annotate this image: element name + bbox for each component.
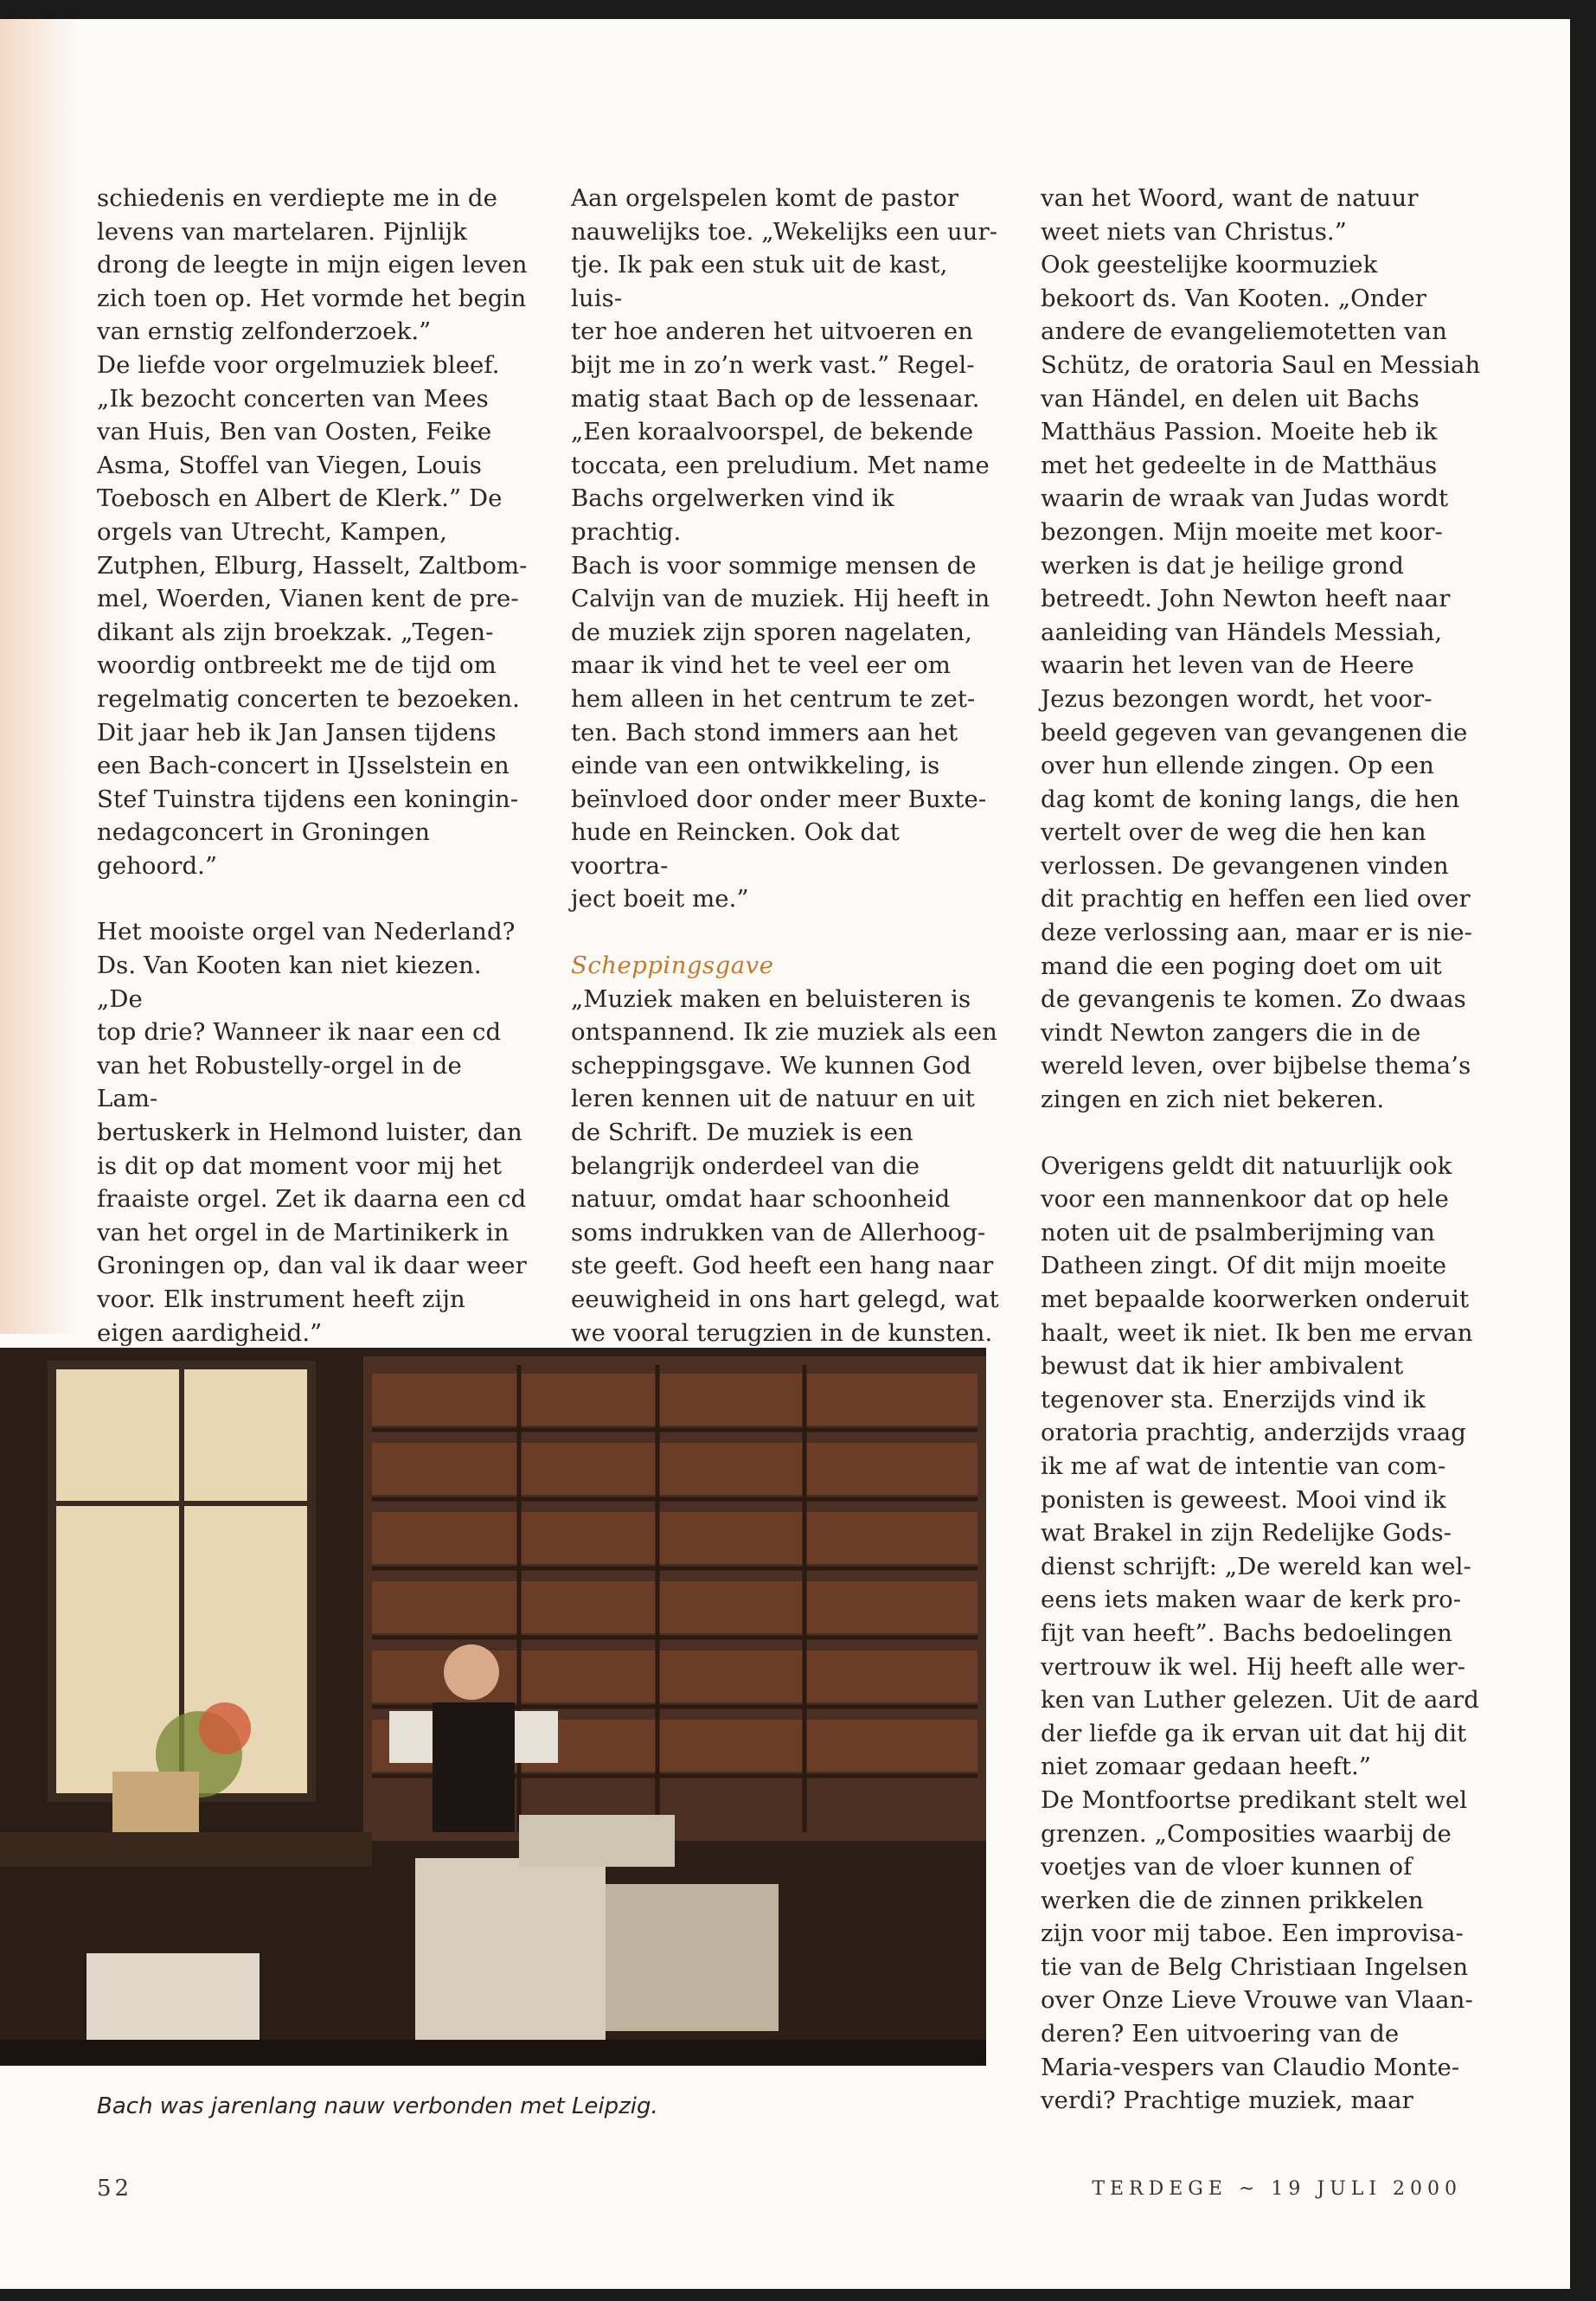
photo-illustration bbox=[0, 1348, 986, 2066]
section-subheading: Scheppingsgave bbox=[571, 952, 774, 980]
text-column-1 bbox=[97, 182, 529, 1349]
photo-caption: Bach was jarenlang nauw verbonden met Leipzig. bbox=[97, 2093, 658, 2119]
paragraph: De Montfoortse predikant stelt wel grenzen. „Composities waarbij de voetjes van de vloer kunnen of werken die de zinnen prikkelen zijn voor mij taboe. Een improvisa- tie van de Belg Christiaan Ingelsen over Onze Lieve Vrouwe van Vlaan- deren? Een uitvoering van de Maria-vespers van Claudio Monte- verdi? Prachtige muziek, maar bbox=[1041, 1785, 1473, 2115]
page-edge-shading bbox=[0, 19, 78, 1334]
right-border bbox=[1570, 0, 1596, 2301]
paragraph: van het Woord, want de natuur weet niets van Christus.” bbox=[1041, 184, 1419, 246]
paragraph: schiedenis en verdiepte me in de levens van martelaren. Pijnlijk drong de leegte in mijn eigen leven zich toen op. Het vormde het begin van ernstig zelfonderzoek.” bbox=[97, 184, 528, 346]
paragraph: Aan orgelspelen komt de pastor nauwelijks toe. „Wekelijks een uur- tje. Ik pak een stuk uit de kast, luis- ter hoe anderen het uitvoeren en bijt me in zo’n werk vast.” Regel- matig staat Bach op de lessenaar. „Een koraalvoorspel, de bekende toccata, een preludium. Met name Bachs orgelwerken vind ik prachtig. Bach is voor sommige mensen de Calvijn van de muziek. Hij heeft in de muziek zijn sporen nagelaten, maar ik vind het te veel eer om hem alleen in het centrum te zet- ten. Bach stond immers aan het einde van een ontwikkeling, is beïnvloed door onder meer Buxte- hude en Reincken. Ook dat voortra- ject boeit me.” bbox=[571, 184, 998, 913]
bottom-border bbox=[0, 2289, 1596, 2301]
paragraph: „Muziek maken en beluisteren is ontspannend. Ik zie muziek als een scheppingsgave. We kunnen God leren kennen uit de natuur en uit de Schrift. De muziek is een belangrijk onderdeel van die natuur, omdat haar schoonheid soms indrukken van de Allerhoog- ste geeft. God heeft een hang naar eeuwigheid in ons hart gelegd, wat we vooral terugzien in de kunsten. bbox=[571, 984, 999, 1347]
paragraph: Het mooiste orgel van Nederland? Ds. Van Kooten kan niet kiezen. „De top drie? Wanneer ik naar een cd van het Robustelly-orgel in de Lam- bertuskerk in Helmond luister, dan is dit op dat moment voor mij het fraaiste orgel. Zet ik daarna een cd van het orgel in de Martinikerk in Groningen op, dan val ik daar weer voor. Elk instrument heeft zijn eigen aardigheid.” bbox=[97, 918, 527, 1347]
running-footer: TERDEGE ~ 19 JULI 2000 bbox=[1092, 2178, 1462, 2200]
paragraph: De liefde voor orgelmuziek bleef. „Ik bezocht concerten van Mees van Huis, Ben van Oosten, Feike Asma, Stoffel van Viegen, Louis Toebosch en Albert de Klerk.” De orgels van Utrecht, Kampen, Zutphen, Elburg, Hasselt, Zaltbom- mel, Woerden, Vianen kent de pre- dikant als zijn broekzak. „Tegen- woordig ontbreekt me de tijd om regelmatig concerten te bezoeken. Dit jaar heb ik Jan Jansen tijdens een Bach-concert in IJsselstein en Stef Tuinstra tijdens een koningin- nedagconcert in Groningen gehoord.” bbox=[97, 350, 528, 880]
paragraph: Ook geestelijke koormuziek bekoort ds. Van Kooten. „Onder andere de evangeliemotetten van Schütz, de oratoria Saul en Messiah van Händel, en delen uit Bachs Matthäus Passion. Moeite heb ik met het gedeelte in de Matthäus waarin de wraak van Judas wordt bezongen. Mijn moeite met koor- werken is dat je heilige grond betreedt. John Newton heeft naar aanleiding van Händels Messiah, waarin het leven van de Heere Jezus bezongen wordt, het voor- beeld gegeven van gevangenen die over hun ellende zingen. Op een dag komt de koning langs, die hen vertelt over de weg die hen kan verlossen. De gevangenen vinden dit prachtig en heffen een lied over deze verlossing aan, maar er is nie- mand die een poging doet om uit de gevangenis te komen. Zo dwaas vindt Newton zangers die in de wereld leven, over bijbelse thema’s zingen en zich niet bekeren. bbox=[1041, 251, 1481, 1114]
paragraph: Overigens geldt dit natuurlijk ook voor een mannenkoor dat op hele noten uit de psalmberijming van Datheen zingt. Of dit mijn moeite met bepaalde koorwerken onderuit haalt, weet ik niet. Ik ben me ervan bewust dat ik hier ambivalent tegenover sta. Enerzijds vind ik oratoria prachtig, anderzijds vraag ik me af wat de intentie van com- ponisten is geweest. Mooi vind ik wat Brakel in zijn Redelijke Gods- dienst schrijft: „De wereld kan wel- eens iets maken waar de kerk pro- fijt van heeft”. Bachs bedoelingen vertrouw ik wel. Hij heeft alle wer- ken van Luther gelezen. Uit de aard der liefde ga ik ervan uit dat hij dit niet zomaar gedaan heeft.” bbox=[1041, 1151, 1479, 1781]
text-column-2 bbox=[571, 182, 1003, 1383]
text-column-3 bbox=[1041, 182, 1490, 2118]
study-photo bbox=[0, 1348, 986, 2066]
page-number: 52 bbox=[97, 2176, 133, 2202]
top-border bbox=[0, 0, 1596, 19]
